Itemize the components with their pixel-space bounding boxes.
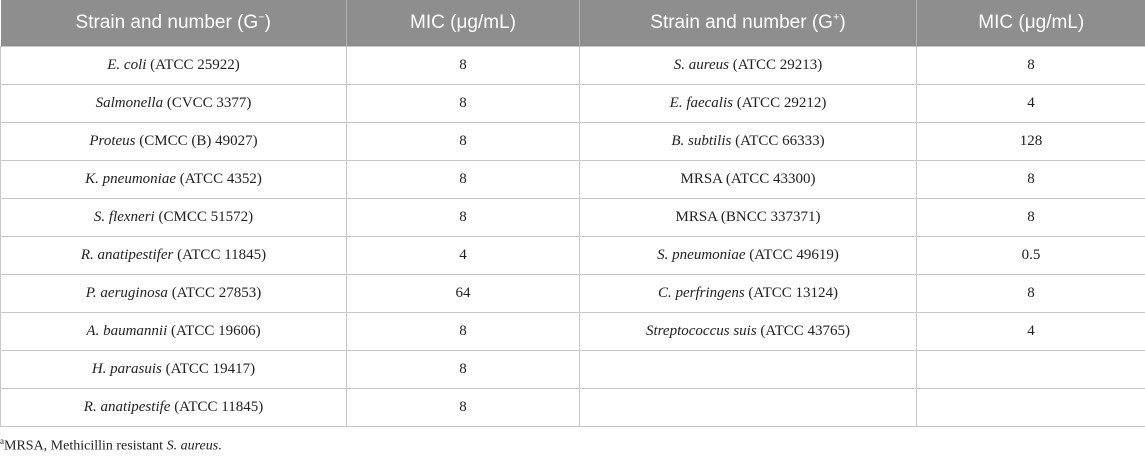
gram-positive-strain-cell	[580, 389, 917, 427]
gram-negative-strain-cell: E. coli (ATCC 25922)	[1, 47, 347, 85]
gram-positive-strain-cell: MRSA (ATCC 43300)	[580, 161, 917, 199]
gram-positive-mic-cell: 128	[917, 123, 1145, 161]
gram-negative-strain-cell: K. pneumoniae (ATCC 4352)	[1, 161, 347, 199]
gram-negative-mic-cell: 8	[347, 351, 580, 389]
gram-positive-strain-cell: S. pneumoniae (ATCC 49619)	[580, 237, 917, 275]
gram-negative-mic-cell: 8	[347, 47, 580, 85]
gram-negative-mic-cell: 8	[347, 123, 580, 161]
gram-negative-mic-cell: 8	[347, 85, 580, 123]
gram-negative-mic-cell: 8	[347, 389, 580, 427]
gram-negative-strain-cell: P. aeruginosa (ATCC 27853)	[1, 275, 347, 313]
gram-positive-strain-cell: B. subtilis (ATCC 66333)	[580, 123, 917, 161]
header-gram-negative-strain: Strain and number (G−)	[1, 0, 347, 47]
gram-positive-strain-cell: S. aureus (ATCC 29213)	[580, 47, 917, 85]
gram-negative-strain-cell: Proteus (CMCC (B) 49027)	[1, 123, 347, 161]
gram-negative-strain-cell: A. baumannii (ATCC 19606)	[1, 313, 347, 351]
gram-positive-mic-cell: 8	[917, 199, 1145, 237]
gram-negative-mic-cell: 8	[347, 313, 580, 351]
gram-positive-mic-cell: 8	[917, 161, 1145, 199]
header-row	[1, 0, 1145, 47]
gram-positive-strain-cell: C. perfringens (ATCC 13124)	[580, 275, 917, 313]
gram-positive-strain-cell	[580, 351, 917, 389]
table-row	[1, 237, 1145, 275]
gram-positive-mic-cell	[917, 389, 1145, 427]
gram-negative-mic-cell: 8	[347, 161, 580, 199]
gram-negative-strain-cell: R. anatipestife (ATCC 11845)	[1, 389, 347, 427]
gram-positive-mic-cell	[917, 351, 1145, 389]
table-row	[1, 313, 1145, 351]
header-gram-positive-mic: MIC (μg/mL)	[917, 0, 1145, 47]
table-row	[1, 275, 1145, 313]
gram-negative-strain-cell: H. parasuis (ATCC 19417)	[1, 351, 347, 389]
table-header	[1, 0, 1145, 47]
table-row	[1, 47, 1145, 85]
gram-positive-strain-cell: E. faecalis (ATCC 29212)	[580, 85, 917, 123]
table-footnote: $^a$MRSA, Methicillin resistant S. aureus.	[0, 436, 222, 454]
gram-positive-strain-cell: Streptococcus suis (ATCC 43765)	[580, 313, 917, 351]
gram-positive-mic-cell: 8	[917, 275, 1145, 313]
header-gram-negative-mic: MIC (μg/mL)	[347, 0, 580, 47]
table-row	[1, 199, 1145, 237]
gram-positive-mic-cell: 4	[917, 313, 1145, 351]
table-row	[1, 389, 1145, 427]
table-row	[1, 351, 1145, 389]
gram-negative-strain-cell: Salmonella (CVCC 3377)	[1, 85, 347, 123]
header-gram-positive-strain: Strain and number (G+)	[580, 0, 917, 47]
gram-negative-strain-cell: R. anatipestifer (ATCC 11845)	[1, 237, 347, 275]
table-row	[1, 123, 1145, 161]
table-row	[1, 85, 1145, 123]
table-body	[1, 47, 1145, 427]
table-row	[1, 161, 1145, 199]
gram-positive-mic-cell: 4	[917, 85, 1145, 123]
gram-negative-strain-cell: S. flexneri (CMCC 51572)	[1, 199, 347, 237]
gram-negative-mic-cell: 8	[347, 199, 580, 237]
gram-positive-mic-cell: 0.5	[917, 237, 1145, 275]
gram-negative-mic-cell: 64	[347, 275, 580, 313]
gram-negative-mic-cell: 4	[347, 237, 580, 275]
gram-positive-strain-cell: MRSA (BNCC 337371)	[580, 199, 917, 237]
gram-positive-mic-cell: 8	[917, 47, 1145, 85]
